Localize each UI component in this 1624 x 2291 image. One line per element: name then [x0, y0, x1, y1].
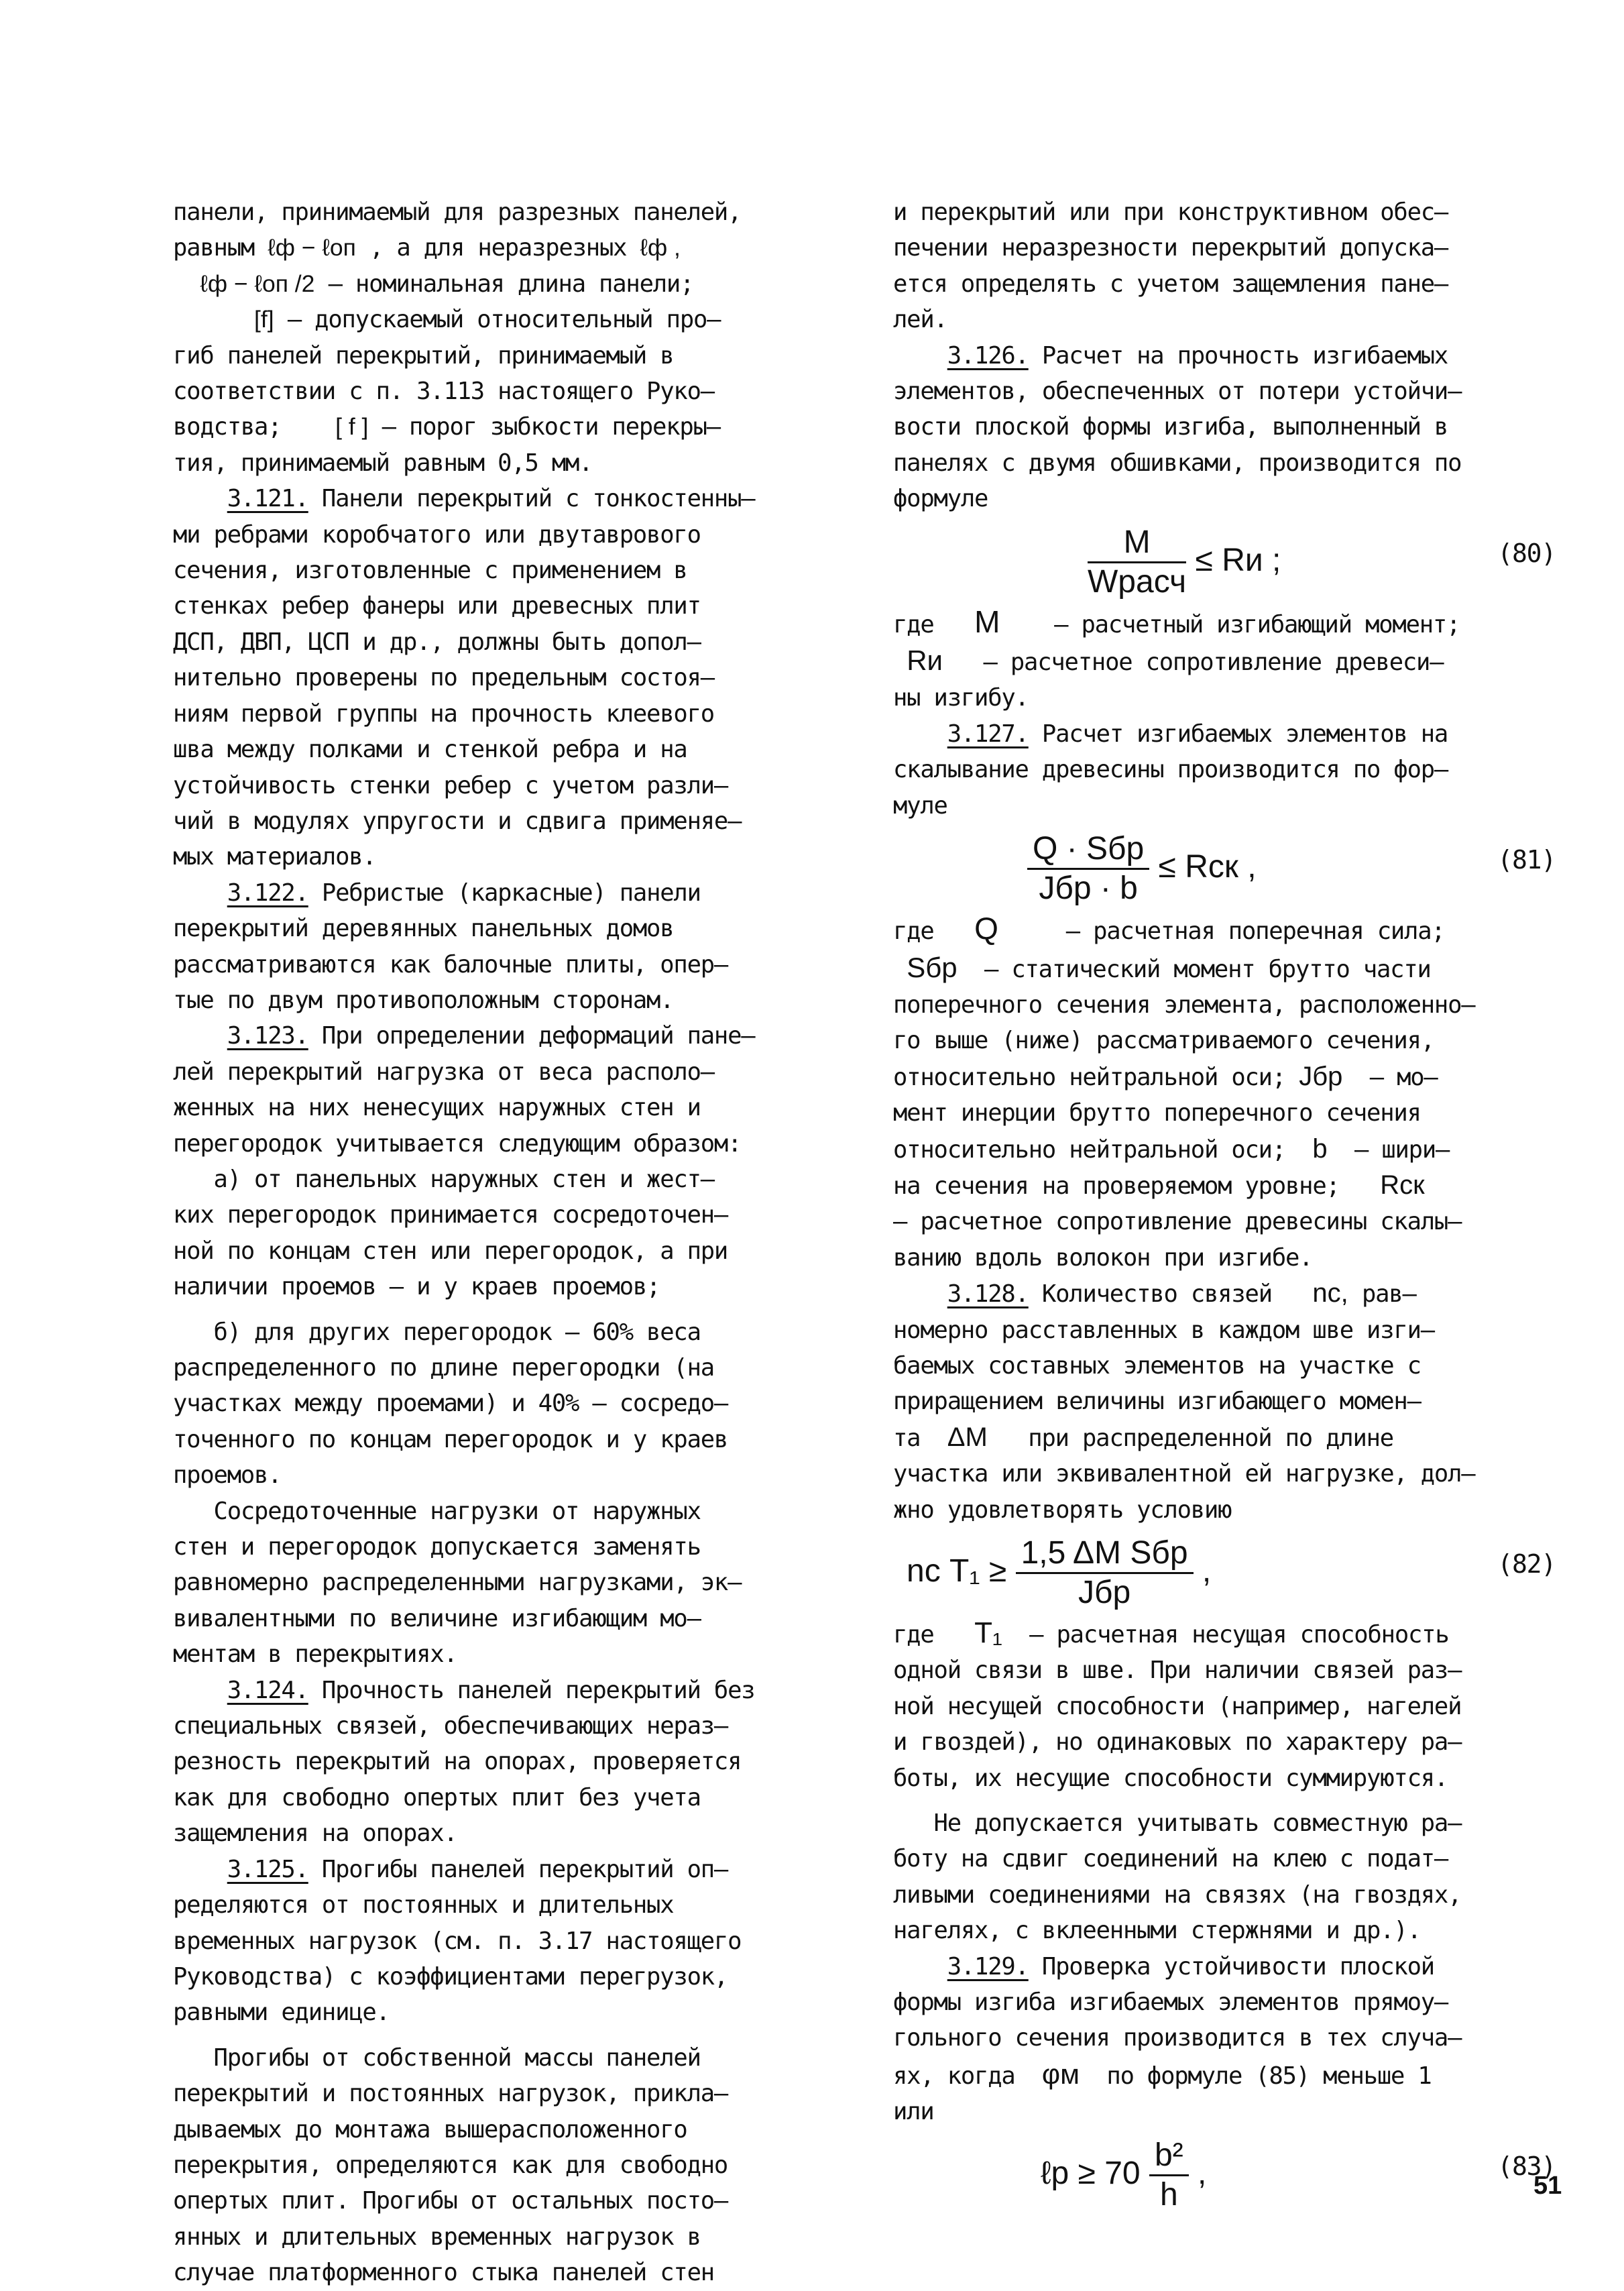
text-line: сечения, изготовленные с применением в — [173, 557, 687, 585]
text-line: ной несущей способности (например, нагелей — [893, 1692, 1462, 1720]
text-line: боты, их несущие способности суммируются. — [893, 1764, 1448, 1792]
text-line: элементов, обеспеченных от потери устойчи– — [893, 378, 1462, 406]
text-line: случае платформенного стыка панелей стен — [173, 2259, 714, 2287]
page-number: 51 — [1533, 2172, 1562, 2200]
text-line: Прогибы от собственной массы панелей — [173, 2044, 701, 2072]
text-line: защемления на опорах. — [173, 1820, 457, 1848]
text-fragment: рав– — [1348, 1280, 1416, 1308]
text-line — [173, 409, 844, 445]
text-line: гольного сечения производится в тех случа– — [893, 2024, 1462, 2052]
left-column — [173, 194, 844, 2291]
text-line — [173, 302, 844, 337]
text-line: ми ребрами коробчатого или двутаврового — [173, 520, 701, 549]
text-line: участках между проемами) и 40% – сосредо– — [173, 1390, 728, 1418]
text-line: женных на них ненесущих наружных стен и — [173, 1094, 701, 1122]
formula-inline: Sбр — [907, 951, 958, 983]
text-fragment: ях, когда — [893, 2062, 1015, 2090]
paragraph-first-line — [173, 481, 844, 516]
text-line: резность перекрытий на опорах, проверяется — [173, 1748, 742, 1776]
section-number: 3.128. — [947, 1280, 1029, 1308]
text-line: гиб панелей перекрытий, принимаемый в — [173, 341, 674, 370]
text-line: боту на сдвиг соединений на клею с подат– — [893, 1845, 1448, 1873]
text-fragment: – расчетная несущая способность — [1015, 1621, 1449, 1649]
formula-inline: φм — [1041, 2058, 1080, 2090]
formula-inline: nс, — [1312, 1278, 1348, 1308]
paragraph-first-line — [173, 875, 844, 911]
section-number: 3.122. — [227, 879, 308, 907]
text-line: стен и перегородок допускается заменять — [173, 1533, 701, 1561]
text-fragment: где — [893, 610, 934, 638]
formula-body — [1027, 830, 1257, 907]
text-line: ниям первой группы на прочность клеевого — [173, 700, 714, 728]
formula-fraction — [1149, 2137, 1189, 2214]
text-line: тия, принимаемый равным 0,5 мм. — [173, 449, 593, 477]
text-line: лей. — [893, 306, 947, 334]
text-fragment: – расчетный изгибающий момент; — [1040, 610, 1460, 638]
text-line: чий в модулях упругости и сдвига применяе– — [173, 807, 742, 835]
text-line: устойчивость стенки ребер с учетом разли– — [173, 771, 728, 799]
text-line: скалывание древесины производится по фор– — [893, 756, 1448, 784]
text-line: Не допускается учитывать совместную ра– — [893, 1809, 1462, 1838]
text-line — [893, 642, 1570, 680]
paragraph-first-line — [893, 1276, 1570, 1312]
text-line: и гвоздей), но одинаковых по характеру ра– — [893, 1728, 1462, 1756]
paragraph-first-line — [173, 1673, 844, 1708]
formula-inline: [ f ] — [335, 413, 369, 441]
text-fragment: – порог зыбкости перекры– — [368, 413, 720, 441]
formula-fraction — [1088, 524, 1186, 601]
text-line: жно удовлетворять условию — [893, 1496, 1232, 1524]
text-line: панели, принимаемый для разрезных панелей, — [173, 199, 742, 226]
fraction-denominator: Wрасч — [1088, 563, 1187, 600]
formula-body — [1041, 2137, 1206, 2214]
text-line: тые по двум противоположным сторонам. — [173, 986, 674, 1014]
text-fragment: где — [893, 1621, 934, 1649]
fraction-numerator: Q · Sбр — [1027, 830, 1149, 870]
text-fragment: Расчет изгибаемых элементов на — [1028, 720, 1448, 748]
text-line: ментам в перекрытиях. — [173, 1640, 457, 1669]
formula-inline: M — [974, 604, 1000, 639]
text-line: и перекрытий или при конструктивном обес– — [893, 199, 1448, 226]
text-fragment: – расчетное сопротивление древеси– — [970, 649, 1444, 677]
text-fragment: – допускаемый относительный про– — [274, 306, 721, 334]
text-line: участка или эквивалентной ей нагрузке, дол– — [893, 1460, 1475, 1488]
text-line: дываемых до монтажа вышерасположенного — [173, 2115, 687, 2143]
formula-rest: , — [1193, 1553, 1212, 1589]
text-line: проемов. — [173, 1461, 282, 1490]
formula-inline: Jбр — [1299, 1061, 1343, 1091]
text-line: опертых плит. Прогибы от остальных посто– — [173, 2187, 728, 2215]
text-line: ДСП, ДВП, ЦСП и др., должны быть допол– — [173, 628, 701, 656]
text-fragment: относительно нейтральной оси; — [893, 1135, 1286, 1164]
text-fragment: та — [893, 1424, 921, 1452]
formula-body — [907, 1534, 1211, 1612]
text-line: ванию вдоль волокон при изгибе. — [893, 1243, 1313, 1272]
formula-inline: ℓф − ℓоп /2 — [200, 270, 315, 297]
text-line: специальных связей, обеспечивающих нераз– — [173, 1712, 728, 1740]
text-line — [173, 230, 844, 266]
text-line: формы изгиба изгибаемых элементов прямоу– — [893, 1989, 1448, 2017]
text-fragment: равным — [173, 234, 255, 262]
text-line: печении неразрезности перекрытий допуска– — [893, 234, 1448, 262]
equation-number: (82) — [1497, 1549, 1556, 1579]
formula-80 — [893, 517, 1570, 604]
formula-fraction — [1016, 1534, 1194, 1612]
text-fragment: Панели перекрытий с тонкостенны– — [308, 485, 755, 513]
text-line: ны изгибу. — [893, 684, 1029, 712]
text-line — [893, 1131, 1570, 1168]
section-number: 3.126. — [947, 341, 1029, 370]
text-fragment: , а для неразрезных — [369, 234, 627, 262]
text-line: формуле — [893, 485, 988, 513]
text-line: точенного по концам перегородок и у краев — [173, 1425, 728, 1453]
paragraph-first-line — [893, 338, 1570, 374]
text-line: перекрытий деревянных панельных домов — [173, 915, 674, 943]
text-line: вивалентными по величине изгибающим мо– — [173, 1604, 701, 1632]
text-line: наличии проемов – и у краев проемов; — [173, 1273, 660, 1301]
text-line: равными единице. — [173, 1999, 390, 2027]
text-line: вости плоской формы изгиба, выполненный в — [893, 413, 1448, 441]
text-line — [893, 1059, 1570, 1095]
formula-inline: ℓф − ℓоп — [268, 234, 356, 262]
text-line — [893, 1168, 1570, 1204]
text-line: как для свободно опертых плит без учета — [173, 1783, 701, 1811]
formula-inline: Rи — [907, 645, 943, 677]
text-line: перекрытий и постоянных нагрузок, прикла– — [173, 2080, 728, 2108]
formula-rest: ≤ Rи ; — [1186, 542, 1281, 578]
text-line: – расчетное сопротивление древесины скалы– — [893, 1208, 1462, 1236]
text-line: Руководства) с коэффициентами перегрузок, — [173, 1962, 728, 1991]
text-line: рассматриваются как балочные плиты, опер– — [173, 950, 728, 979]
formula-rest: , — [1188, 2155, 1207, 2191]
text-line — [173, 266, 844, 302]
text-line: соответствии с п. 3.113 настоящего Руко– — [173, 378, 714, 406]
text-line: номерно расставленных в каждом шве изги– — [893, 1316, 1434, 1344]
text-line: б) для других перегородок – 60% веса — [173, 1318, 701, 1346]
text-fragment: при распределенной по длине — [1014, 1424, 1393, 1452]
text-fragment: по формуле (85) меньше 1 — [1093, 2062, 1432, 2090]
text-line: мент инерции брутто поперечного сечения — [893, 1099, 1421, 1127]
equation-number: (80) — [1497, 538, 1556, 568]
section-number: 3.121. — [227, 485, 308, 513]
fraction-numerator: b² — [1149, 2137, 1189, 2176]
equation-number: (83) — [1497, 2151, 1556, 2181]
text-fragment: на сечения на проверяемом уровне; — [893, 1172, 1340, 1200]
text-line: янных и длительных временных нагрузок в — [173, 2223, 701, 2251]
text-fragment: Прочность панелей перекрытий без — [308, 1676, 755, 1704]
fraction-denominator: Jбр · b — [1039, 871, 1138, 907]
text-fragment: Количество связей — [1028, 1280, 1272, 1308]
section-number: 3.127. — [947, 720, 1029, 748]
text-fragment: Проверка устойчивости плоской — [1028, 1952, 1434, 1980]
formula-inline: ΔM — [947, 1422, 988, 1452]
text-line: перекрытия, определяются как для свободно — [173, 2151, 728, 2179]
fraction-denominator: h — [1159, 2176, 1178, 2213]
text-line — [893, 911, 1570, 949]
formula-inline: T₁ — [974, 1616, 1002, 1649]
equation-number: (81) — [1497, 845, 1556, 875]
text-line: нагелях, с вклеенными стержнями и др.). — [893, 1917, 1421, 1945]
formula-inline: Rск — [1380, 1170, 1425, 1200]
formula-rest: ≤ Rск , — [1149, 849, 1257, 885]
text-line: нительно проверены по предельным состоя– — [173, 664, 714, 692]
text-line: ределяются от постоянных и длительных — [173, 1891, 674, 1919]
paragraph-first-line — [173, 1018, 844, 1054]
text-fragment: Ребристые (каркасные) панели — [308, 879, 701, 907]
text-fragment: – статический момент брутто части — [970, 955, 1431, 983]
text-fragment: водства; — [173, 413, 282, 441]
paragraph-first-line — [893, 1949, 1570, 1985]
text-fragment: Расчет на прочность изгибаемых — [1028, 341, 1448, 370]
text-line: панелях с двумя обшивками, производится по — [893, 449, 1462, 477]
formula-83 — [893, 2130, 1570, 2217]
formula-81 — [893, 824, 1570, 911]
text-line — [893, 950, 1570, 987]
text-line: лей перекрытий нагрузка от веса располо– — [173, 1058, 714, 1086]
text-fragment: – расчетная поперечная сила; — [1052, 917, 1445, 946]
formula-body — [1088, 524, 1281, 601]
text-line: ется определять с учетом защемления пане– — [893, 270, 1448, 298]
paragraph-first-line — [893, 716, 1570, 752]
text-line: одной связи в шве. При наличии связей раз– — [893, 1657, 1462, 1685]
text-fragment: – мо– — [1356, 1063, 1438, 1091]
section-number: 3.124. — [227, 1676, 308, 1704]
text-line: шва между полками и стенкой ребра и на — [173, 736, 687, 764]
formula-lhs: nс T₁ ≥ — [907, 1553, 1007, 1589]
section-number: 3.129. — [947, 1952, 1029, 1980]
text-line: ной по концам стен или перегородок, а при — [173, 1237, 728, 1265]
text-line: перегородок учитывается следующим образом: — [173, 1129, 742, 1158]
fraction-denominator: Jбр — [1078, 1575, 1131, 1610]
text-line: го выше (ниже) рассматриваемого сечения, — [893, 1027, 1434, 1055]
text-fragment: Прогибы панелей перекрытий оп– — [308, 1855, 728, 1883]
text-line: приращением величины изгибающего момен– — [893, 1388, 1421, 1416]
formula-fraction — [1027, 830, 1149, 907]
fraction-numerator: 1,5 ΔM Sбр — [1016, 1534, 1194, 1574]
section-number: 3.123. — [227, 1022, 308, 1050]
formula-lhs: ℓр ≥ 70 — [1041, 2155, 1141, 2191]
formula-inline: [f] — [254, 306, 274, 333]
text-line: ких перегородок принимается сосредоточен– — [173, 1201, 728, 1229]
right-column — [893, 194, 1570, 2217]
text-line: а) от панельных наружных стен и жест– — [173, 1165, 714, 1193]
text-fragment: При определении деформаций пане– — [308, 1022, 755, 1050]
formula-inline: b — [1312, 1133, 1328, 1164]
text-fragment: где — [893, 917, 934, 946]
text-line: муле — [893, 791, 947, 820]
text-line — [893, 1615, 1570, 1653]
text-line: поперечного сечения элемента, расположенно– — [893, 991, 1475, 1019]
text-line: равномерно распределенными нагрузками, эк– — [173, 1569, 742, 1597]
text-line — [893, 2056, 1570, 2094]
text-line — [893, 604, 1570, 642]
text-line — [893, 1420, 1570, 1456]
formula-inline: ℓф , — [640, 234, 681, 262]
text-line: или — [893, 2098, 934, 2126]
text-line: мых материалов. — [173, 843, 376, 871]
formula-inline: Q — [974, 911, 998, 946]
text-line: распределенного по длине перегородки (на — [173, 1354, 714, 1382]
text-line: Сосредоточенные нагрузки от наружных — [173, 1497, 701, 1525]
fraction-numerator: M — [1088, 524, 1186, 563]
formula-82 — [893, 1528, 1570, 1615]
paragraph-first-line — [173, 1852, 844, 1887]
section-number: 3.125. — [227, 1855, 308, 1883]
text-line: временных нагрузок (см. п. 3.17 настоящего — [173, 1927, 742, 1955]
text-line: ливыми соединениями на связях (на гвоздях, — [893, 1881, 1462, 1909]
text-fragment: – шири– — [1340, 1135, 1450, 1164]
text-fragment: относительно нейтральной оси; — [893, 1063, 1286, 1091]
text-line: стенках ребер фанеры или древесных плит — [173, 592, 701, 620]
text-fragment: – номинальная длина панели; — [314, 270, 694, 298]
text-line: баемых составных элементов на участке с — [893, 1351, 1421, 1380]
